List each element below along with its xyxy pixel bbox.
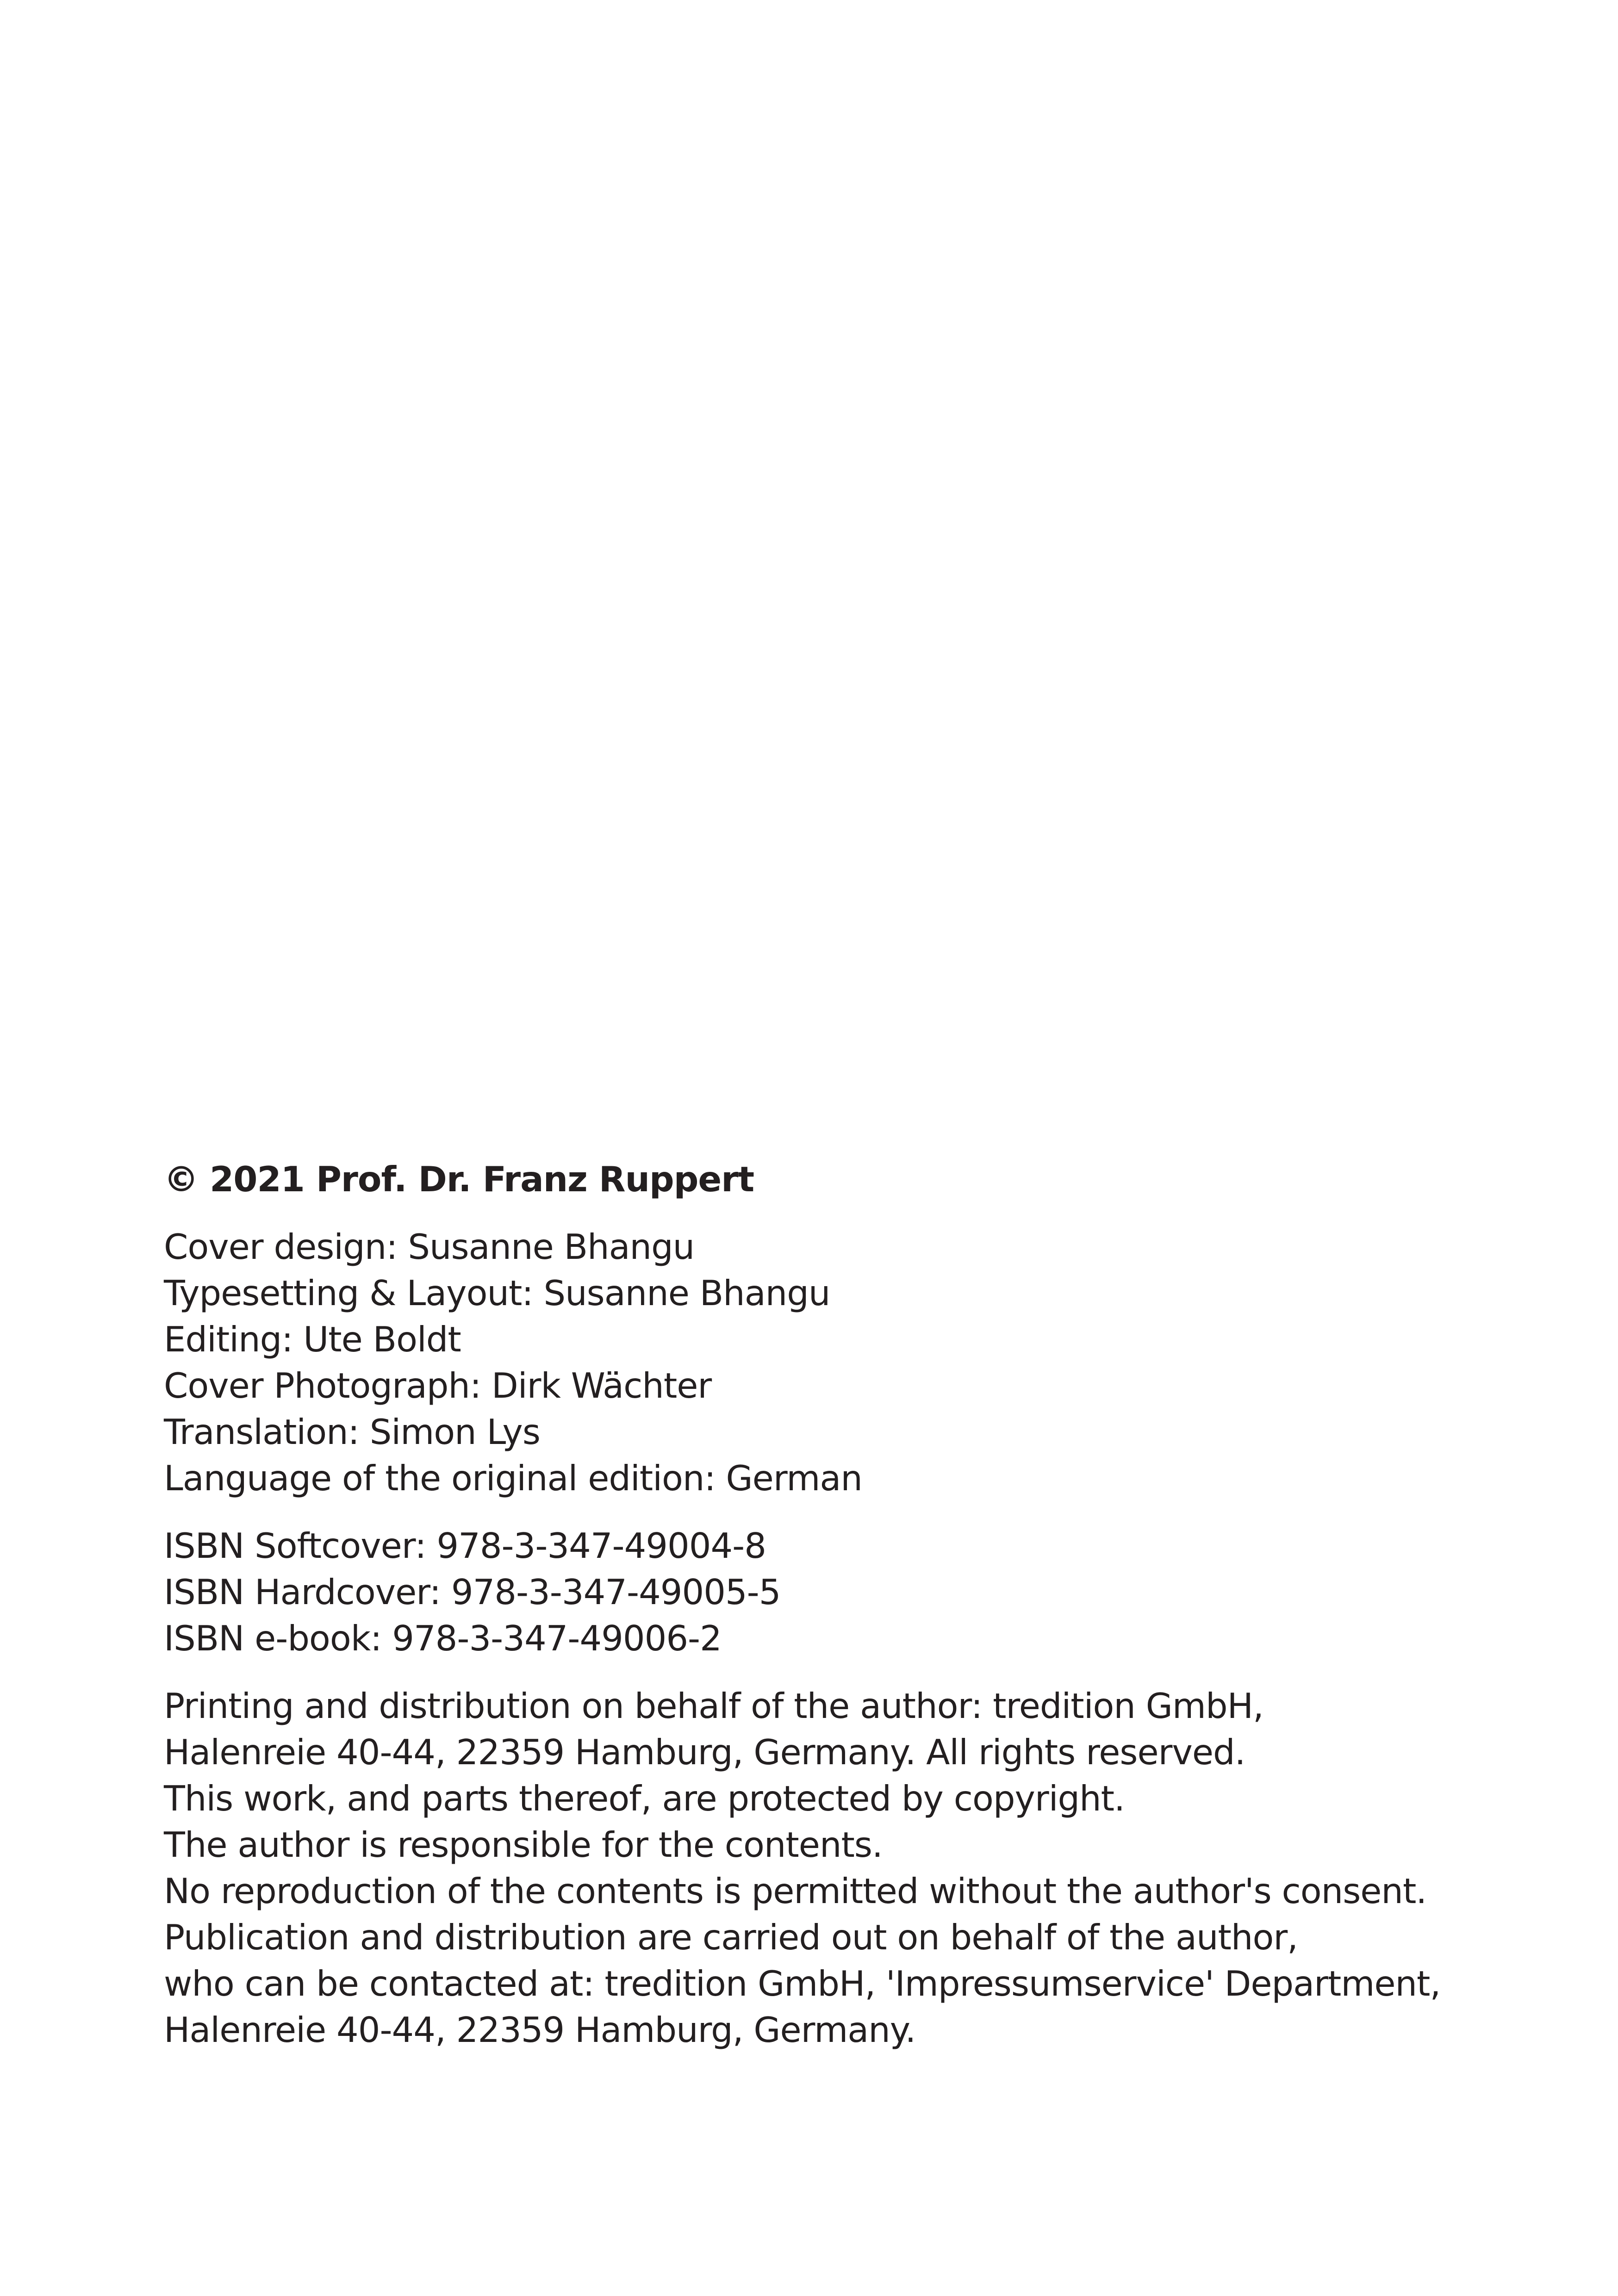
legal-line: who can be contacted at: tredition GmbH, 'Impressumservice' Department,	[164, 1963, 1441, 2004]
credit-original-language: Language of the original edition: German	[164, 1458, 862, 1499]
credit-cover-photograph: Cover Photograph: Dirk Wächter	[164, 1365, 712, 1406]
legal-line: The author is responsible for the contents.	[164, 1824, 883, 1865]
credit-typesetting: Typesetting & Layout: Susanne Bhangu	[164, 1273, 830, 1313]
legal-line: Halenreie 40-44, 22359 Hamburg, Germany. All rights reserved.	[164, 1732, 1245, 1773]
legal-line: Publication and distribution are carried out on behalf of the author,	[164, 1917, 1298, 1958]
isbn-softcover: ISBN Softcover: 978-3-347-49004-8	[164, 1525, 766, 1566]
imprint-block	[164, 1156, 1552, 2074]
legal-line: No reproduction of the contents is permitted without the author's consent.	[164, 1871, 1427, 1911]
legal-line: Halenreie 40-44, 22359 Hamburg, Germany.	[164, 2010, 916, 2050]
isbn-ebook: ISBN e-book: 978-3-347-49006-2	[164, 1618, 722, 1659]
credit-cover-design: Cover design: Susanne Bhangu	[164, 1226, 695, 1267]
legal-line: Printing and distribution on behalf of the author: tredition GmbH,	[164, 1686, 1263, 1726]
credits-list	[164, 1224, 1552, 1501]
legal-line: This work, and parts thereof, are protected by copyright.	[164, 1778, 1125, 1819]
credit-editing: Editing: Ute Boldt	[164, 1319, 461, 1360]
isbn-list	[164, 1523, 1552, 1661]
credit-translation: Translation: Simon Lys	[164, 1412, 540, 1452]
isbn-hardcover: ISBN Hardcover: 978-3-347-49005-5	[164, 1572, 781, 1612]
copyright-notice: © 2021 Prof. Dr. Franz Ruppert	[164, 1159, 754, 1200]
legal-notice	[164, 1683, 1552, 2053]
